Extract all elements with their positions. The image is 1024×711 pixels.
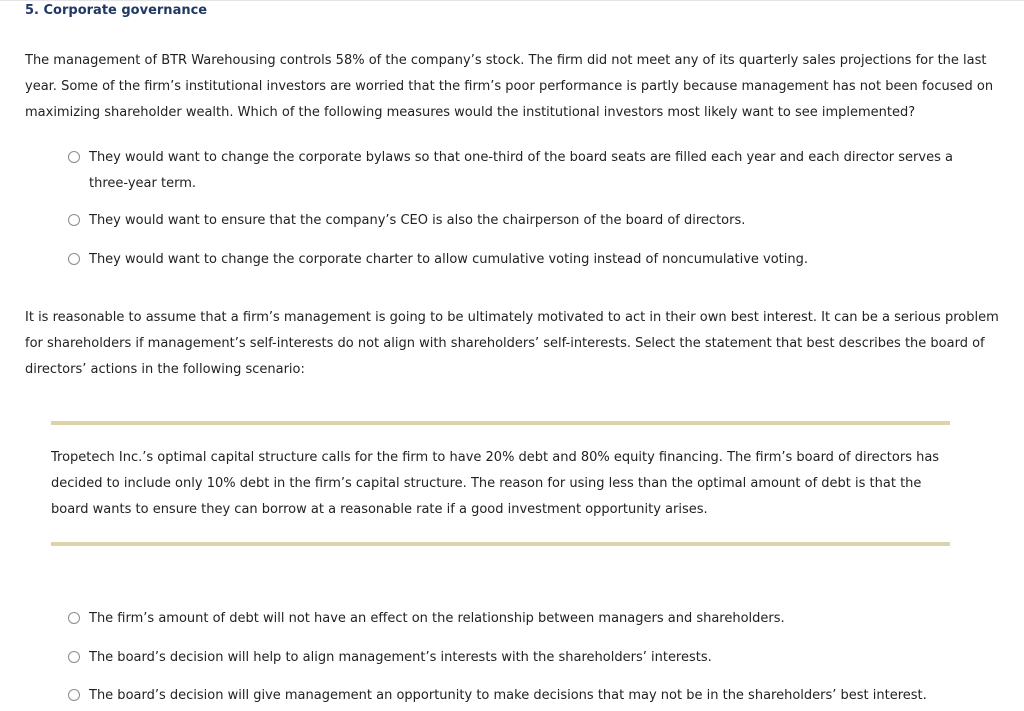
radio-button[interactable] [68,214,80,226]
option-label: They would want to change the corporate bylaws so that one-third of the board seats are filled each year and each director serves a three-year term. [89,150,953,191]
scenario-text: Tropetech Inc.’s optimal capital structure calls for the firm to have 20% debt and 80% equity financing. The firm’s board of directors has decided to include only 10% debt in the firm’s capital structure. The reason for using less than the optimal amount of debt is that the board wants to ensure they can borrow at a reasonable rate if a good investment opportunity arises. [51,450,940,517]
question2-option-3[interactable] [68,683,968,709]
question2-option-1[interactable] [68,606,968,632]
radio-button[interactable] [68,612,80,624]
question1-prompt: The management of BTR Warehousing controls 58% of the company’s stock. The firm did not meet any of its quarterly sales projections for the last year. Some of the firm’s institutional investors are worried that the firm’s poor performance is partly because management has not been focused on maximizing shareholder wealth. Which of the following measures would the institutional investors most likely want to see implemented? [25,53,994,120]
option-label: They would want to change the corporate charter to allow cumulative voting instead of noncumulative voting. [89,252,808,267]
radio-button[interactable] [68,689,80,701]
scenario-top-rule [51,421,950,425]
option-label: The board’s decision will help to align management’s interests with the shareholders’ interests. [89,650,712,665]
question2-prompt: It is reasonable to assume that a firm’s management is going to be ultimately motivated to act in their own best interest. It can be a serious problem for shareholders if management’s self-interests do not align with shareholders’ self-interests. Select the statement that best describes the board of directors’ actions in the following scenario: [25,310,999,377]
question1-option-3[interactable] [68,247,968,273]
radio-button[interactable] [68,253,80,265]
radio-button[interactable] [68,151,80,163]
option-label: The firm’s amount of debt will not have an effect on the relationship between managers and shareholders. [89,611,785,626]
scenario-bottom-rule [51,542,950,546]
question1-option-2[interactable] [68,208,968,234]
question2-option-2[interactable] [68,645,968,671]
scenario-box [51,421,950,546]
section-title: 5. Corporate governance [25,3,208,18]
question1-option-1[interactable] [68,145,968,197]
top-divider [0,0,1024,1]
option-label: The board’s decision will give management an opportunity to make decisions that may not be in the shareholders’ best interest. [89,688,927,703]
option-label: They would want to ensure that the company’s CEO is also the chairperson of the board of directors. [89,213,746,228]
radio-button[interactable] [68,651,80,663]
